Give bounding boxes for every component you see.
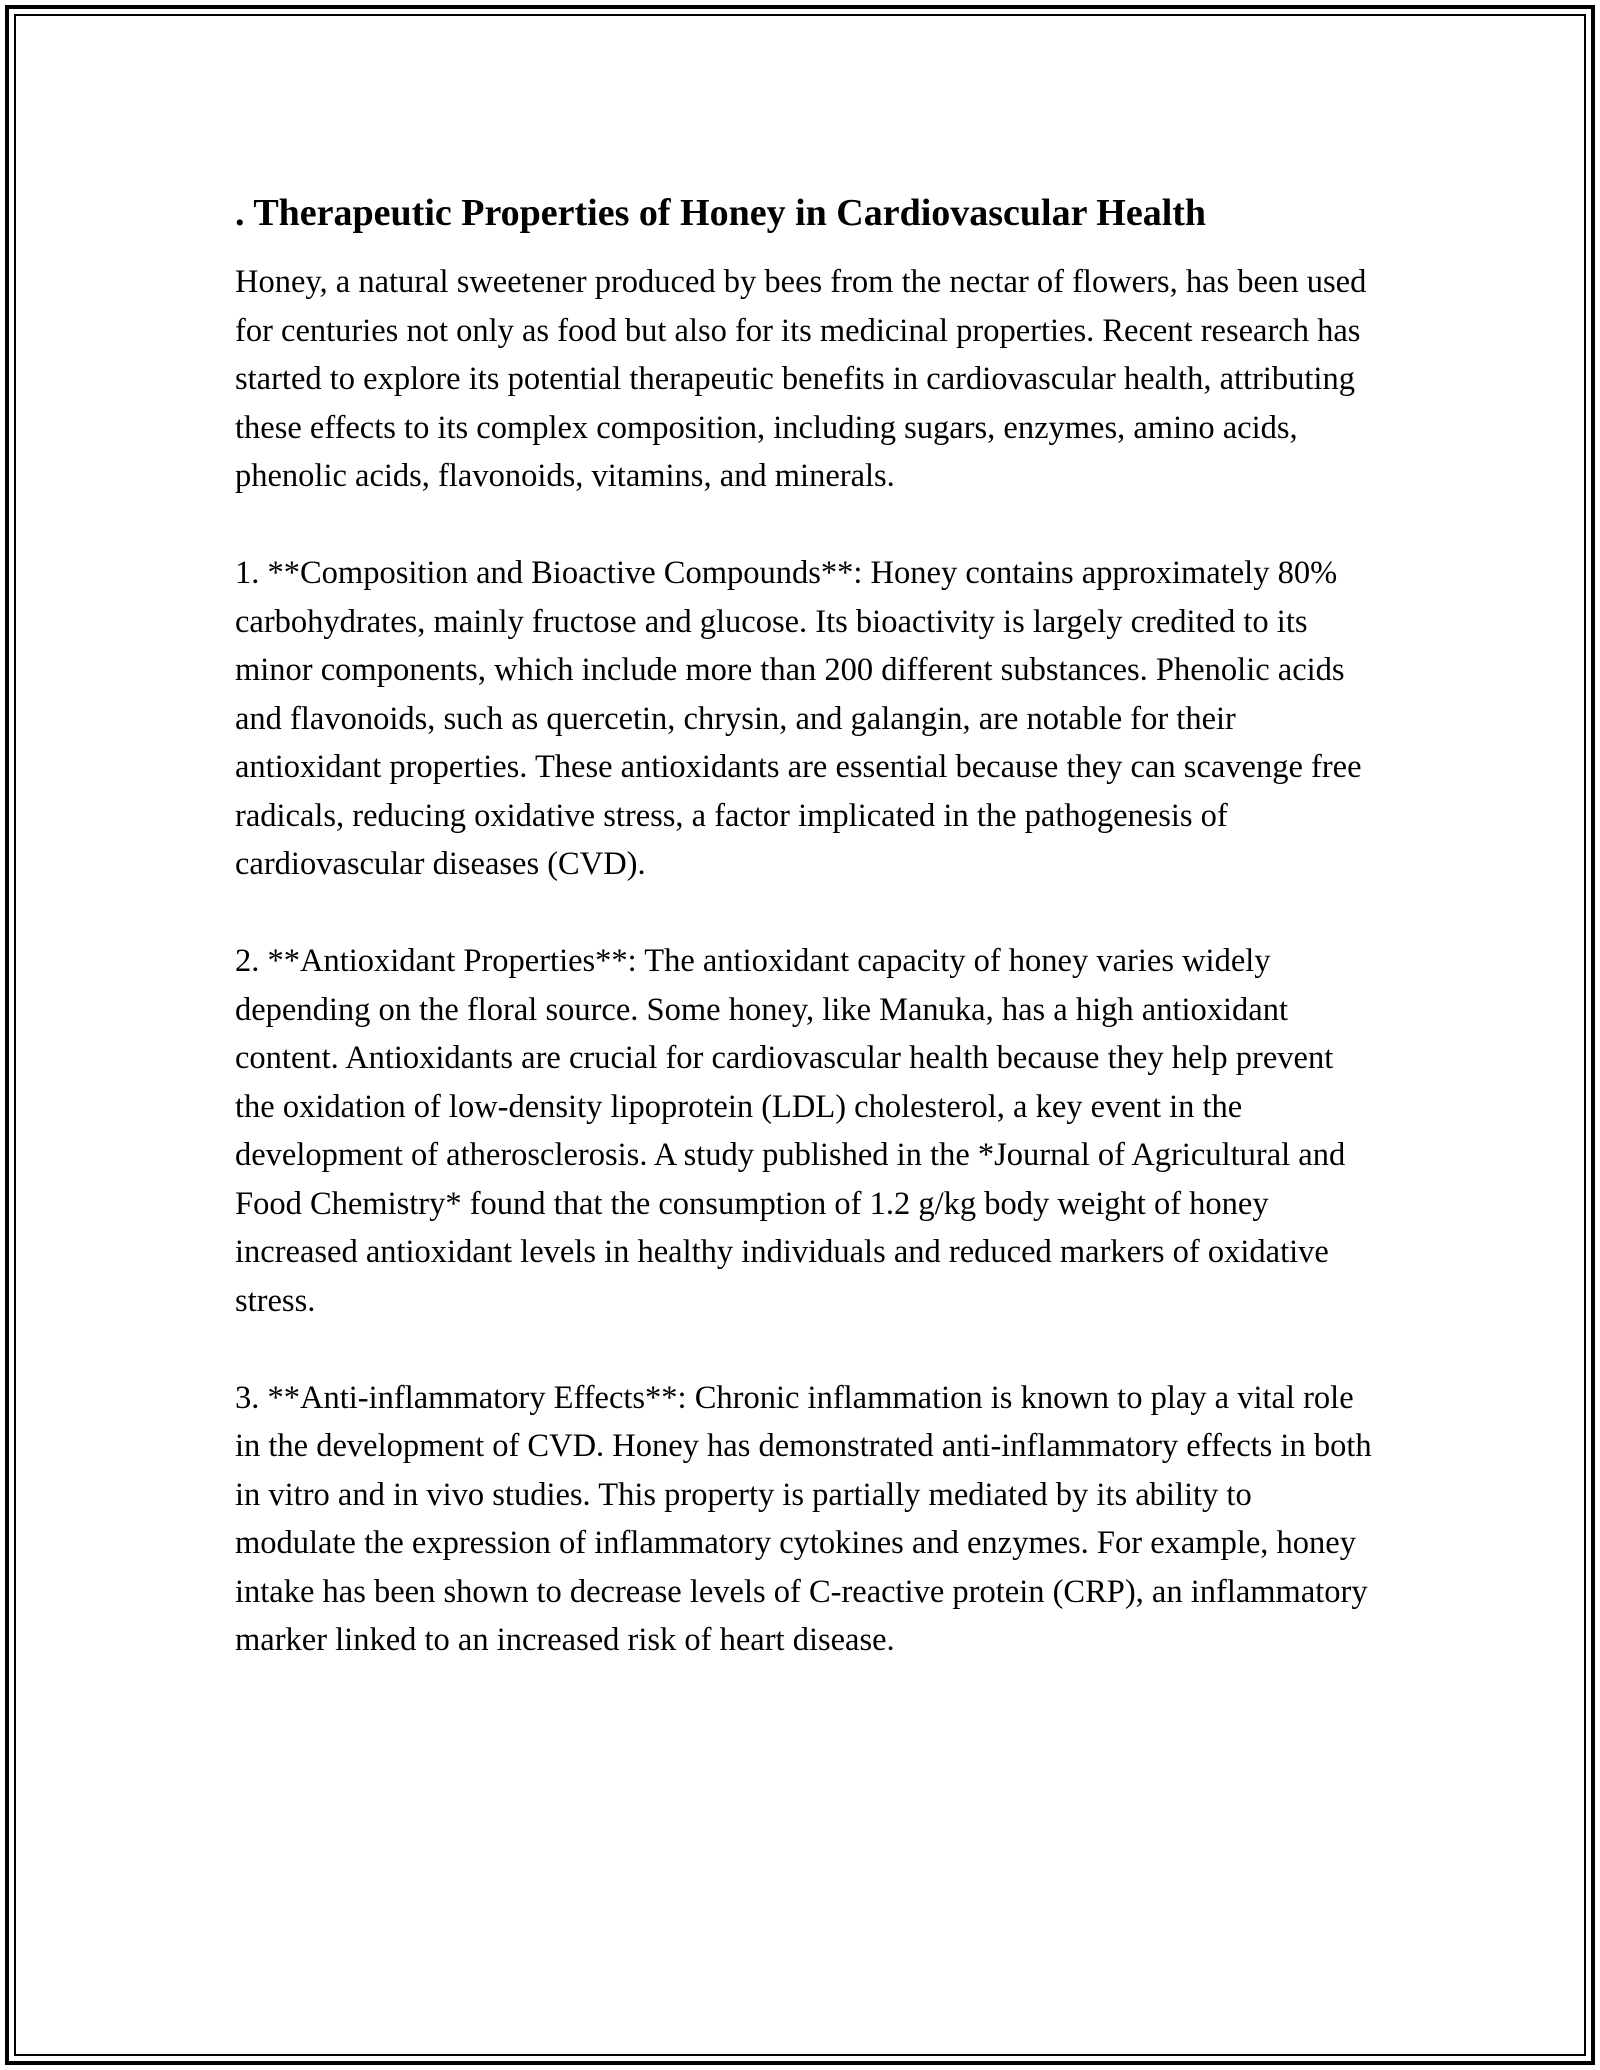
intro-paragraph: Honey, a natural sweetener produced by bees from the nectar of flowers, has been used for centuries not only as food but also for its medicinal properties. Recent research has started to explore its potential therapeutic benefits in cardiovascular health, attributing these effects to its complex composition, including sugars, enzymes, amino acids, phenolic acids, flavonoids, vitamins, and minerals.	[235, 264, 1367, 494]
anti-inflammatory-paragraph: 3. **Anti-inflammatory Effects**: Chronic inflammation is known to play a vital role in the development of CVD. Honey has demonstrated anti-inflammatory effects in both in vitro and in vivo studies. This property is partially mediated by its ability to modulate the expression of inflammatory cytokines and enzymes. For example, honey intake has been shown to decrease levels of C-reactive protein (CRP), an inflammatory marker linked to an increased risk of heart disease.	[235, 1379, 1372, 1658]
document-title: . Therapeutic Properties of Honey in Cardiovascular Health	[235, 192, 1207, 234]
composition-paragraph: 1. **Composition and Bioactive Compounds**: Honey contains approximately 80% carbohydrates, mainly fructose and glucose. Its bioactivity is largely credited to its minor components, which include more than 200 different substances. Phenolic acids and flavonoids, such as quercetin, chrysin, and galangin, are notable for their antioxidant properties. These antioxidants are essential because they can scavenge free radicals, reducing oxidative stress, a factor implicated in the pathogenesis of cardiovascular diseases (CVD).	[235, 555, 1362, 882]
document-page	[235, 186, 1375, 1713]
antioxidant-paragraph: 2. **Antioxidant Properties**: The antioxidant capacity of honey varies widely depending on the floral source. Some honey, like Manuka, has a high antioxidant content. Antioxidants are crucial for cardiovascular health because they help prevent the oxidation of low-density lipoprotein (LDL) cholesterol, a key event in the development of atherosclerosis. A study published in the *Journal of Agricultural and Food Chemistry* found that the consumption of 1.2 g/kg body weight of honey increased antioxidant levels in healthy individuals and reduced markers of oxidative stress.	[235, 943, 1346, 1319]
